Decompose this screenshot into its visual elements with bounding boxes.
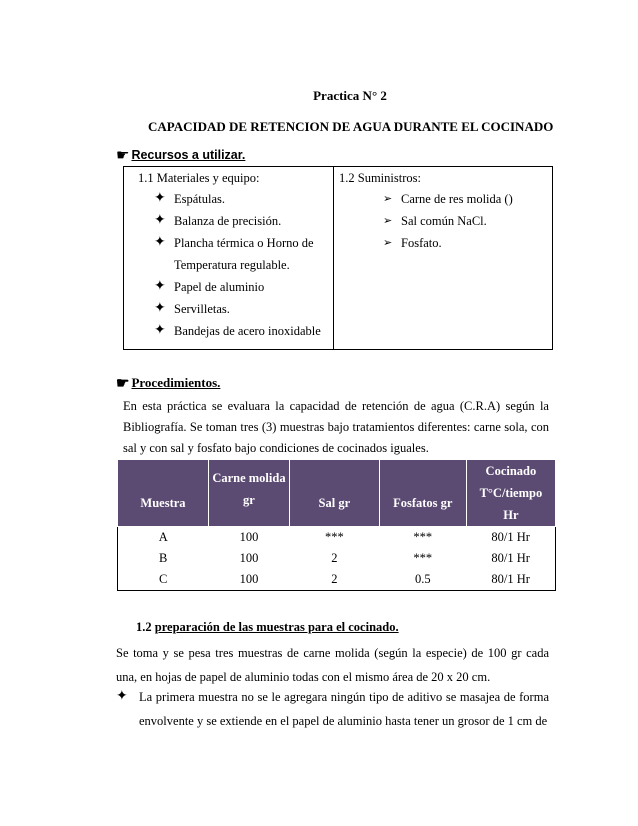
list-item: ✦ Balanza de precisión. bbox=[138, 210, 333, 232]
resources-table bbox=[123, 166, 553, 350]
subsection-heading: 1.2 preparación de las muestras para el cocinado. bbox=[136, 620, 399, 634]
list-item: ➢ Fosfato. bbox=[339, 232, 552, 254]
table-header-row bbox=[118, 460, 556, 527]
list-item: ➢ Carne de res molida () bbox=[339, 188, 552, 210]
list-item: ➢ Sal común NaCl. bbox=[339, 210, 552, 232]
pointing-hand-icon: ☛ bbox=[116, 376, 130, 392]
list-item: ✦ Espátulas. bbox=[138, 188, 333, 210]
section-heading-text: Procedimientos. bbox=[131, 375, 221, 390]
supplies-heading: 1.2 Suministros: bbox=[339, 171, 421, 185]
arrowhead-bullet-icon: ➢ bbox=[383, 237, 393, 249]
star-bullet-icon: ✦ bbox=[116, 689, 128, 704]
materials-column bbox=[124, 167, 334, 349]
table-row: B 100 2 *** 80/1 Hr bbox=[159, 551, 530, 565]
star-bullet-icon: ✦ bbox=[154, 279, 166, 294]
column-header: Cocinado T°C/tiempo Hr bbox=[466, 460, 555, 527]
samples-table bbox=[117, 459, 556, 591]
document-subtitle: CAPACIDAD DE RETENCION DE AGUA DURANTE EL COCINADO bbox=[148, 119, 554, 134]
list-item: ✦ Papel de aluminio bbox=[138, 276, 333, 298]
list-item: ✦ Bandejas de acero inoxidable bbox=[138, 320, 333, 342]
list-item-continuation: Temperatura regulable. bbox=[174, 258, 290, 272]
column-header: Fosfatos gr bbox=[379, 460, 466, 527]
list-item: ✦ La primera muestra no se le agregara ningún tipo de aditivo se masajea de forma envolvente y se extiende en el papel de aluminio hasta tener un grosor de 1 cm de bbox=[116, 685, 549, 733]
procedure-paragraph: En esta práctica se evaluara la capacidad de retención de agua (C.R.A) según la Bibliografía. Se toman tres (3) muestras bajo tratamientos diferentes: carne sola, con sal y con sal y fosfato bajo condiciones de cocinados iguales. bbox=[123, 399, 549, 455]
star-bullet-icon: ✦ bbox=[154, 235, 166, 250]
column-header: Sal gr bbox=[289, 460, 379, 527]
arrowhead-bullet-icon: ➢ bbox=[383, 215, 393, 227]
list-item: ✦ Servilletas. bbox=[138, 298, 333, 320]
column-header: Muestra bbox=[118, 460, 209, 527]
list-item: ✦ Plancha térmica o Horno de bbox=[138, 232, 333, 254]
pointing-hand-icon: ☛ bbox=[116, 147, 130, 164]
page-title: Practica N° 2 bbox=[313, 88, 387, 103]
section-heading-text: Recursos a utilizar. bbox=[131, 148, 246, 162]
star-bullet-icon: ✦ bbox=[154, 191, 166, 206]
star-bullet-icon: ✦ bbox=[154, 213, 166, 228]
table-row: C 100 2 0.5 80/1 Hr bbox=[159, 572, 530, 586]
section-heading-recursos bbox=[116, 148, 245, 163]
star-bullet-icon: ✦ bbox=[154, 323, 166, 338]
supplies-column bbox=[334, 167, 552, 349]
column-header: Carne molida gr bbox=[208, 460, 289, 527]
section-heading-procedimientos bbox=[116, 375, 220, 392]
materials-heading: 1.1 Materiales y equipo: bbox=[138, 171, 260, 185]
table-row: A 100 *** *** 80/1 Hr bbox=[158, 530, 530, 544]
star-bullet-icon: ✦ bbox=[154, 301, 166, 316]
preparation-paragraph: Se toma y se pesa tres muestras de carne molida (según la especie) de 100 gr cada una, en hojas de papel de aluminio todas con el mismo área de 20 x 20 cm. bbox=[116, 646, 549, 684]
arrowhead-bullet-icon: ➢ bbox=[383, 193, 393, 205]
